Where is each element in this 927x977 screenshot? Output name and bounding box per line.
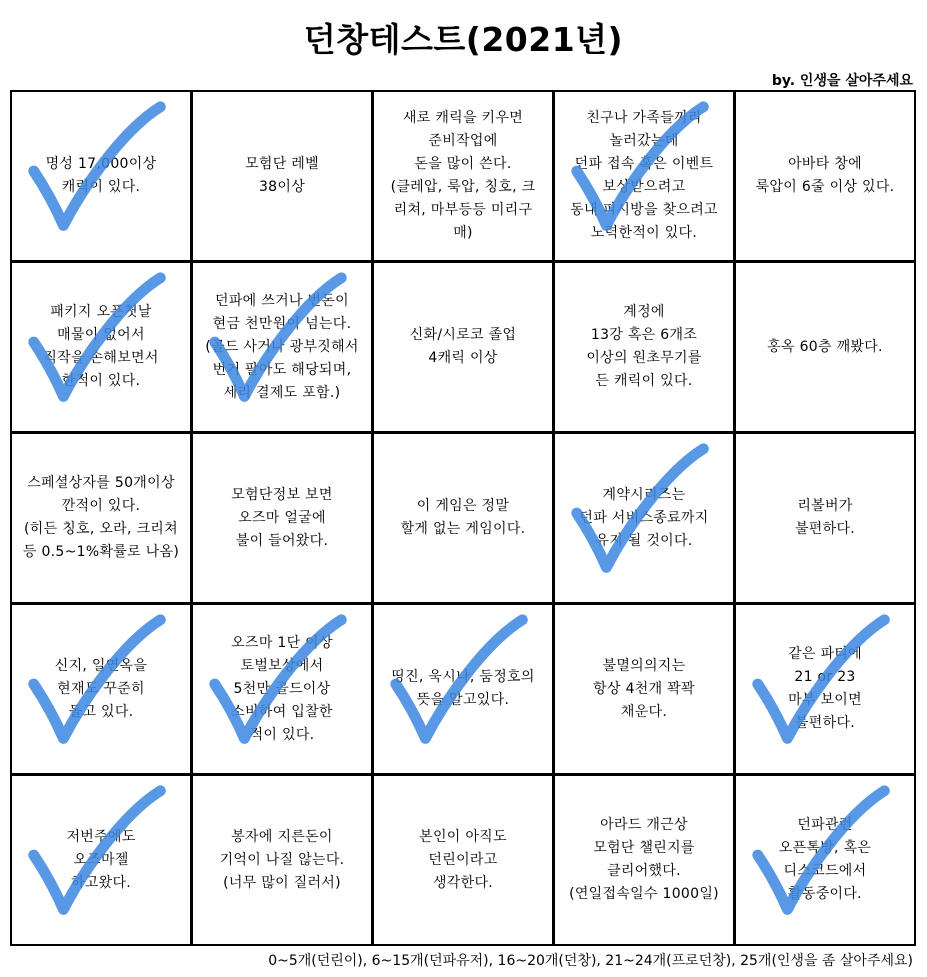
bingo-cell[interactable] — [12, 92, 190, 260]
cell-text: 신화/시로코 졸업 4캐릭 이상 — [409, 327, 517, 366]
cell-text: 이 게임은 정말 할게 없는 게임이다. — [400, 498, 526, 537]
bingo-cell[interactable] — [555, 605, 733, 773]
cell-text: 불멸의의지는 항상 4천개 꽉꽉 채운다. — [593, 657, 695, 720]
bingo-cell[interactable] — [555, 263, 733, 431]
cell-text: 던파에 쓰거나 번돈이 현금 천만원이 넘는다. (골드 사거나 광부짓해서 번거 팔아도 해당되며, 세리 결제도 포함.) — [205, 292, 359, 401]
cell-text: 패키지 오픈첫날 매물이 없어서 직작을 손해보면서 한적이 있다. — [43, 304, 159, 389]
cell-text: 오즈마 1단 이상 토벌보상에서 5천만 골드이상 소비하여 입찰한 적이 있다. — [231, 634, 333, 743]
bingo-grid — [10, 90, 916, 946]
cell-text: 새로 캐릭을 키우면 준비작업에 돈을 많이 쓴다. (클레압, 룩압, 칭호, 크 리쳐, 마부등등 미리구 매) — [390, 110, 536, 241]
cell-text: 본인이 아직도 던린이라고 생각한다. — [419, 828, 507, 891]
bingo-cell[interactable] — [193, 776, 371, 944]
bingo-cell[interactable] — [736, 434, 914, 602]
cell-text: 홍옥 60층 깨봤다. — [767, 338, 883, 355]
cell-text: 계정에 13강 혹은 6개조 이상의 원초무기를 든 캐릭이 있다. — [586, 304, 702, 389]
bingo-cell[interactable] — [374, 263, 552, 431]
cell-text: 던파관련 오픈톡방, 혹은 디스코드에서 활동중이다. — [778, 817, 872, 902]
cell-text: 봉자에 지른돈이 기억이 나질 않는다. (너무 많이 질러서) — [219, 828, 345, 891]
bingo-cell[interactable] — [555, 776, 733, 944]
cell-text: 띵진, 욱시나, 둠정호의 뜻을 알고있다. — [391, 669, 535, 708]
cell-text: 아바타 창에 룩압이 6줄 이상 있다. — [755, 156, 895, 195]
cell-text: 계약시리즈는 던파 서비스종료까지 유지 될 것이다. — [579, 486, 709, 549]
bingo-cell[interactable] — [374, 92, 552, 260]
bingo-cell[interactable] — [12, 605, 190, 773]
cell-text: 친구나 가족들끼리 놀러갔는데 던파 접속 혹은 이벤트 보상받으려고 동내 피시방을 찾으려고 노력한적이 있다. — [570, 110, 718, 241]
bingo-cell[interactable] — [555, 434, 733, 602]
bingo-cell[interactable] — [374, 776, 552, 944]
bingo-cell[interactable] — [736, 776, 914, 944]
cell-text: 명성 17,000이상 캐릭이 있다. — [45, 156, 157, 195]
score-legend: 0~5개(던린이), 6~15개(던파유저), 16~20개(던창), 21~24개(프로던창), 25개(인생을 좀 살아주세요) — [268, 953, 913, 969]
bingo-cell[interactable] — [12, 434, 190, 602]
bingo-cell[interactable] — [374, 605, 552, 773]
bingo-cell[interactable] — [736, 92, 914, 260]
cell-text: 저번주에도 오즈마젤 하고왔다. — [66, 828, 136, 891]
bingo-cell[interactable] — [736, 605, 914, 773]
bingo-cell[interactable] — [193, 92, 371, 260]
bingo-cell[interactable] — [12, 263, 190, 431]
page-title: 던창테스트(2021년) — [303, 20, 624, 59]
bingo-cell[interactable] — [12, 776, 190, 944]
bingo-cell[interactable] — [555, 92, 733, 260]
cell-text: 리볼버가 불편하다. — [794, 498, 856, 537]
author-byline: by. 인생을 살아주세요 — [771, 73, 913, 89]
bingo-cell[interactable] — [736, 263, 914, 431]
cell-text: 스페셜상자를 50개이상 깐적이 있다. (히든 칭호, 오라, 크리쳐 등 0.5~1%확률로 나옴) — [22, 475, 180, 560]
bingo-cell[interactable] — [193, 605, 371, 773]
cell-text: 같은 파티에 21 or 23 마부 보이면 불편하다. — [788, 646, 862, 731]
bingo-cell[interactable] — [193, 263, 371, 431]
cell-text: 아라드 개근상 모험단 챌린지를 클리어했다. (연일접속일수 1000일) — [569, 817, 719, 902]
cell-text: 신지, 일연옥을 현재도 꾸준히 돌고 있다. — [54, 657, 148, 720]
cell-text: 모험단정보 보면 오즈마 얼굴에 불이 들어왔다. — [231, 486, 333, 549]
cell-text: 모험단 레벨 38이상 — [245, 156, 319, 195]
bingo-cell[interactable] — [374, 434, 552, 602]
bingo-cell[interactable] — [193, 434, 371, 602]
